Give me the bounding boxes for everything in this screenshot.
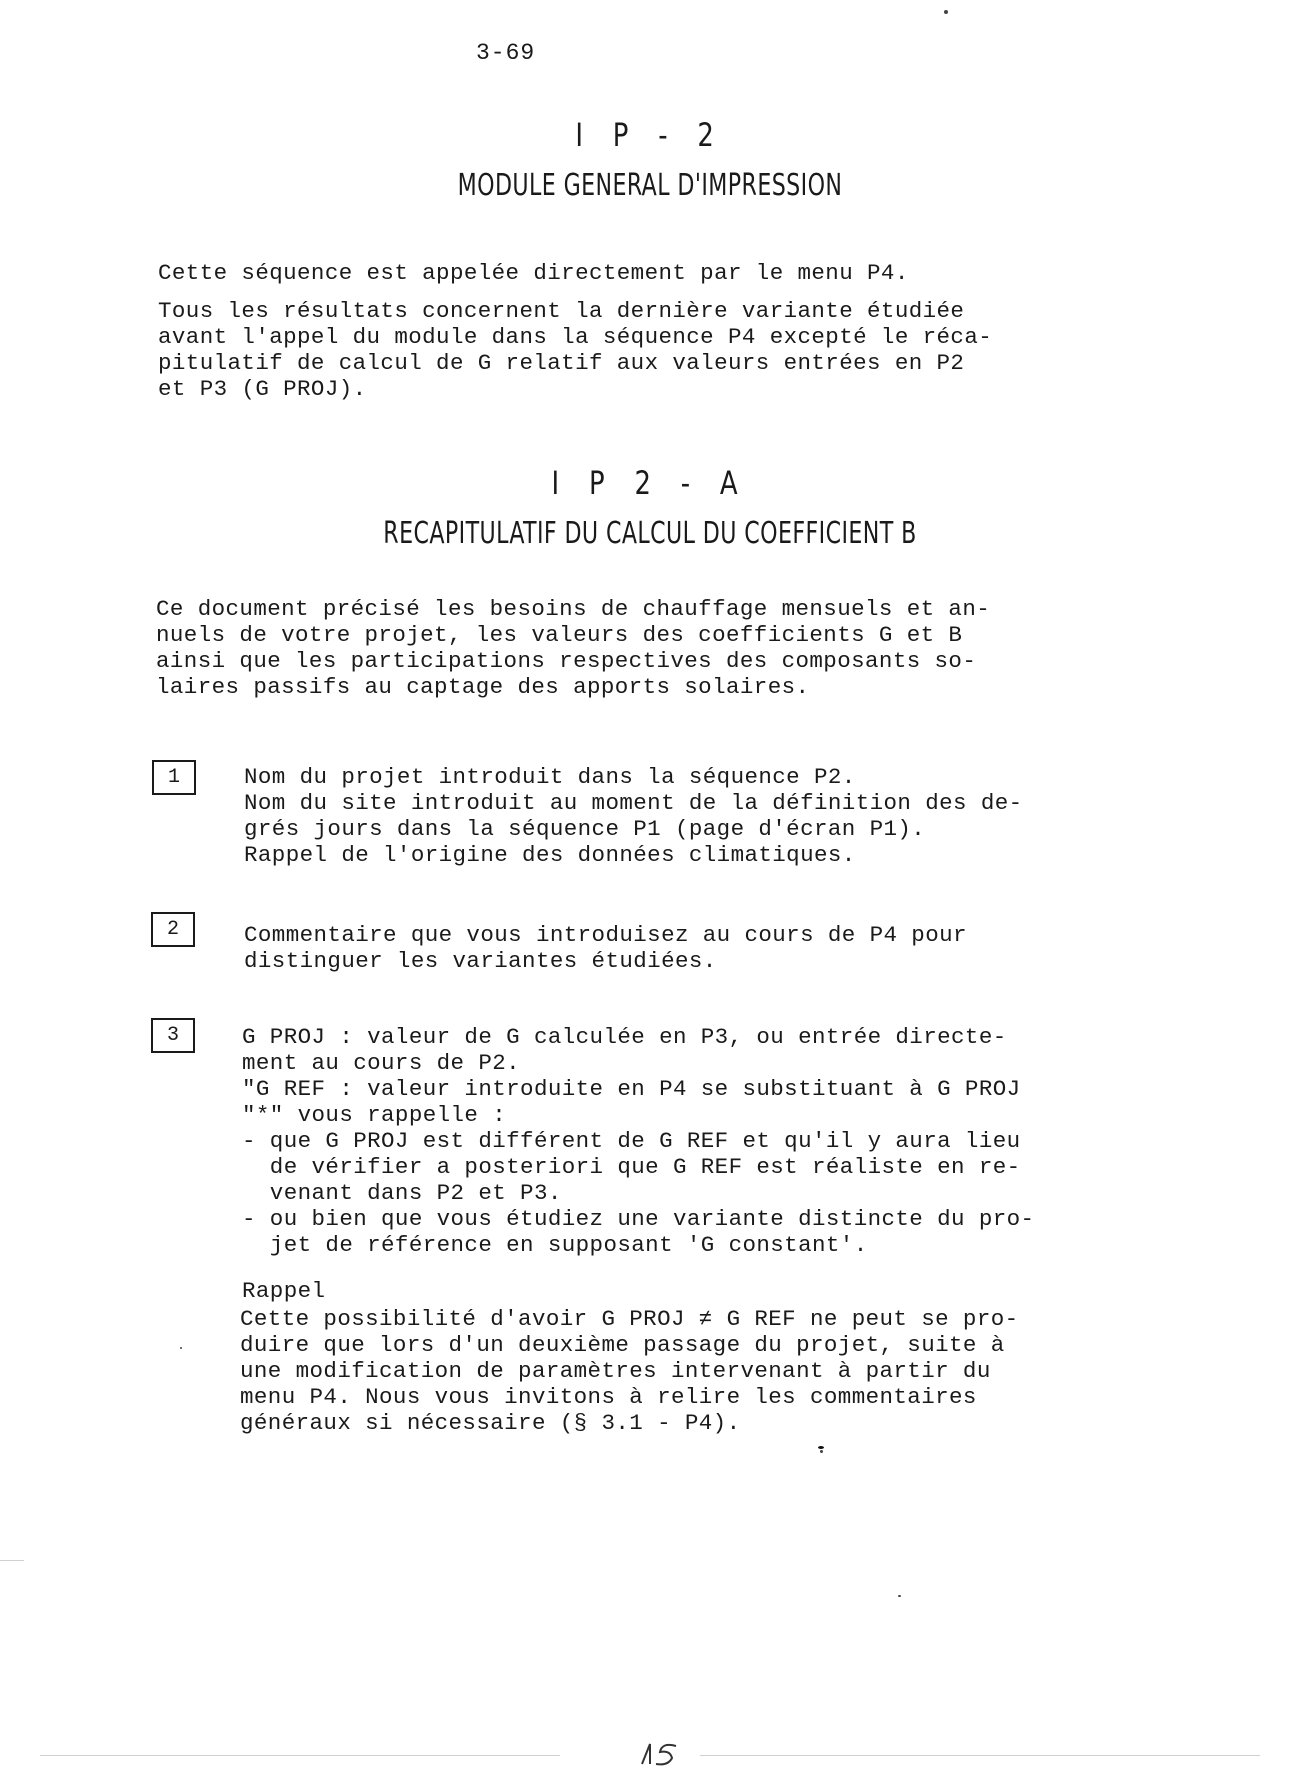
item-text-1: Nom du projet introduit dans la séquence P2. Nom du site introduit au moment de la définition des de- grés jours dans la séquence P1 (page d'écran P1). Rappel de l'origine des données climatiques.	[244, 764, 1023, 868]
item-text-2: Commentaire que vous introduisez au cours de P4 pour distinguer les variantes étudiées.	[244, 922, 967, 974]
rappel-text: Cette possibilité d'avoir G PROJ ≠ G REF ne peut se pro- duire que lors d'un deuxième passage du projet, suite à une modification de paramètres intervenant à partir du menu P4. Nous vous invitons à relire les commentaires généraux si nécessaire (§ 3.1 - P4).	[240, 1306, 1019, 1436]
item-number-box-2: 2	[151, 912, 195, 947]
section-code-ip2: I P - 2	[575, 116, 725, 154]
ip2a-intro-paragraph: Ce document précisé les besoins de chauffage mensuels et an- nuels de votre projet, les valeurs des coefficients G et B ainsi que les participations respectives des composants so- laires passifs au captage des apports solaires.	[156, 596, 991, 700]
section-code-ip2a: I P 2 - A	[551, 464, 749, 502]
page-number: 3-69	[476, 40, 536, 66]
rappel-label: Rappel	[242, 1278, 326, 1304]
section-title-ip2: MODULE GENERAL D'IMPRESSION	[457, 168, 843, 203]
scan-speck	[898, 1595, 901, 1597]
scan-line	[40, 1755, 560, 1756]
scan-speck	[944, 10, 948, 14]
intro-paragraph-1: Cette séquence est appelée directement par le menu P4.	[158, 260, 909, 286]
item-text-3: G PROJ : valeur de G calculée en P3, ou entrée directe- ment au cours de P2. "G REF : valeur introduite en P4 se substituant à G PROJ "*" vous rappelle : - que G PROJ est différent de G REF et qu'il y aura lieu de vérifier a posteriori que G REF est réaliste en re- venant dans P2 et P3. - ou bien que vous étudiez une variante distincte du pro- jet de référence en supposant 'G constant'.	[242, 1024, 1035, 1258]
item-number-box-3: 3	[151, 1018, 195, 1053]
item-number-box-1: 1	[152, 760, 196, 795]
scan-line	[700, 1755, 1260, 1756]
scan-line	[0, 1560, 24, 1561]
scan-speck	[180, 1347, 182, 1349]
intro-paragraph-2: Tous les résultats concernent la dernière variante étudiée avant l'appel du module dans la séquence P4 excepté le réca- pitulatif de calcul de G relatif aux valeurs entrées en P2 et P3 (G PROJ).	[158, 298, 993, 402]
section-title-ip2a: RECAPITULATIF DU CALCUL DU COEFFICIENT B	[383, 516, 917, 551]
scan-speck	[818, 1446, 824, 1449]
handwritten-mark	[636, 1738, 684, 1768]
scan-speck	[820, 1450, 823, 1453]
